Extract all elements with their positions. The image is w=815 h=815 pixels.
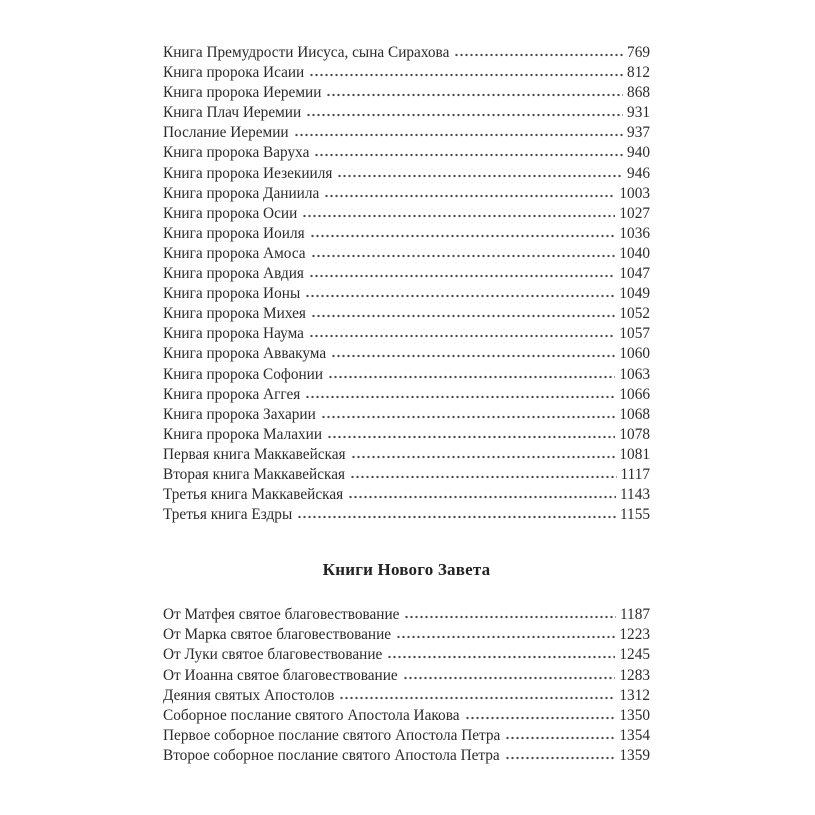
toc-entry-page: 1245 — [619, 646, 650, 664]
dot-leader — [328, 375, 615, 379]
toc-entry-list — [163, 605, 650, 766]
toc-entry-page: 812 — [627, 64, 650, 82]
toc-entry-page: 1117 — [620, 465, 650, 483]
dot-leader — [309, 274, 615, 278]
dot-leader — [306, 113, 623, 117]
toc-entry-title: Третья книга Ездры — [163, 506, 293, 524]
toc-entry-page: 1068 — [619, 405, 650, 423]
toc-entry-list — [163, 43, 650, 525]
dot-leader — [321, 415, 616, 419]
toc-entry — [163, 746, 650, 766]
toc-entry — [163, 224, 650, 244]
toc-entry — [163, 63, 650, 83]
toc-entry-title: Книга пророка Ионы — [163, 285, 301, 303]
toc-entry-page: 769 — [627, 44, 650, 61]
toc-entry-title: Книга Премудрости Иисуса, сына Сирахова — [163, 44, 450, 61]
toc-entry — [163, 83, 650, 103]
toc-entry-title: Книга пророка Иоиля — [163, 224, 305, 242]
dot-leader — [339, 696, 615, 700]
toc-entry-page: 1081 — [619, 445, 650, 463]
toc-entry-title: От Луки святое благовествование — [163, 646, 383, 664]
dot-leader — [505, 736, 615, 740]
toc-entry-page: 1283 — [619, 666, 650, 684]
toc-entry-title: Книга пророка Варуха — [163, 144, 310, 162]
dot-leader — [309, 73, 623, 77]
toc-entry-page: 1003 — [619, 184, 650, 202]
toc-entry-page: 1187 — [619, 606, 650, 624]
toc-entry-title: Книга пророка Исаии — [163, 64, 305, 82]
toc-entry-title: Послание Иеремии — [163, 124, 289, 142]
toc-entry-page: 868 — [627, 84, 650, 102]
toc-entry-title: Книга пророка Аггея — [163, 385, 301, 403]
toc-entry — [163, 324, 650, 344]
toc-entry — [163, 505, 650, 525]
toc-entry — [163, 204, 650, 224]
toc-entry-title: Второе соборное послание святого Апостола Петра — [163, 746, 500, 764]
dot-leader — [454, 53, 623, 57]
toc-entry — [163, 686, 650, 706]
toc-entry — [163, 264, 650, 284]
toc-entry-page: 1143 — [619, 486, 650, 504]
toc-entry-title: Книга пророка Иезекииля — [163, 164, 333, 182]
toc-entry-page: 1060 — [619, 345, 650, 363]
toc-section — [163, 559, 650, 766]
toc-entry-title: Книга пророка Осии — [163, 204, 298, 222]
toc-entry — [163, 666, 650, 686]
toc-entry-page: 1036 — [619, 224, 650, 242]
dot-leader — [351, 455, 616, 459]
dot-leader — [305, 395, 615, 399]
toc-entry — [163, 43, 650, 63]
toc-entry — [163, 465, 650, 485]
toc-entry-title: Книга Плач Иеремии — [163, 104, 302, 122]
toc-entry — [163, 425, 650, 445]
toc-entry-title: От Марка святое благовествование — [163, 626, 392, 644]
toc-entry-page: 1052 — [619, 305, 650, 323]
toc-entry — [163, 143, 650, 163]
dot-leader — [302, 214, 615, 218]
dot-leader — [324, 194, 615, 198]
toc-entry-page: 946 — [627, 164, 650, 182]
toc-entry — [163, 103, 650, 123]
toc-entry-title: Первое соборное послание святого Апостола Петра — [163, 726, 501, 744]
dot-leader — [387, 655, 615, 659]
toc-entry-page: 1063 — [619, 365, 650, 383]
dot-leader — [403, 676, 616, 680]
toc-entry-title: От Иоанна святое благовествование — [163, 666, 398, 684]
toc-entry — [163, 244, 650, 264]
toc-entry-page: 1047 — [619, 265, 650, 283]
toc-entry — [163, 365, 650, 385]
toc-entry-page: 1078 — [619, 425, 650, 443]
dot-leader — [505, 756, 616, 760]
dot-leader — [294, 133, 623, 137]
toc-entry-page: 1359 — [619, 746, 650, 764]
dot-leader — [350, 475, 616, 479]
dot-leader — [311, 254, 616, 258]
toc-entry-page: 1350 — [619, 706, 650, 724]
toc-entry-title: Первая книга Маккавейская — [163, 445, 346, 463]
toc-entry-title: Книга пророка Даниила — [163, 184, 320, 202]
toc-entry-page: 1155 — [619, 506, 650, 524]
toc-entry-title: Книга пророка Наума — [163, 325, 304, 343]
toc-entry — [163, 304, 650, 324]
dot-leader — [310, 234, 616, 238]
toc-entry — [163, 645, 650, 665]
dot-leader — [314, 153, 623, 157]
toc-entry-title: Деяния святых Апостолов — [163, 686, 335, 704]
toc-entry — [163, 726, 650, 746]
toc-entry-title: Книга пророка Иеремии — [163, 84, 322, 102]
toc-entry — [163, 706, 650, 726]
toc-entry-title: Книга пророка Малахии — [163, 425, 323, 443]
dot-leader — [337, 174, 623, 178]
dot-leader — [331, 354, 615, 358]
toc-entry-title: Книга пророка Аввакума — [163, 345, 327, 363]
toc-entry-page: 1354 — [619, 726, 650, 744]
toc-entry-title: Книга пророка Захарии — [163, 405, 316, 423]
toc-entry-title: Соборное послание святого Апостола Иакова — [163, 706, 460, 724]
toc-entry — [163, 184, 650, 204]
toc-entry-page: 1027 — [619, 204, 650, 222]
dot-leader — [465, 716, 616, 720]
toc-entry — [163, 344, 650, 364]
toc-entry — [163, 385, 650, 405]
toc-entry — [163, 405, 650, 425]
toc-entry-page: 1049 — [619, 285, 650, 303]
toc-entry-page: 937 — [627, 124, 650, 142]
toc-entry-title: От Матфея святое благовествование — [163, 606, 400, 624]
toc-entry-title: Книга пророка Амоса — [163, 244, 306, 262]
toc-entry — [163, 445, 650, 465]
toc-entry — [163, 284, 650, 304]
toc-entry-page: 1040 — [619, 244, 650, 262]
toc-entry-page: 931 — [627, 104, 650, 122]
dot-leader — [305, 294, 615, 298]
toc-entry — [163, 625, 650, 645]
toc-section — [163, 43, 650, 525]
dot-leader — [311, 314, 615, 318]
toc-entry — [163, 605, 650, 625]
dot-leader — [404, 615, 616, 619]
dot-leader — [348, 495, 616, 499]
toc-entry-page: 1057 — [619, 325, 650, 343]
toc-sections-container — [163, 43, 650, 766]
toc-entry-page: 1312 — [619, 686, 650, 704]
toc-entry-page: 1223 — [619, 626, 650, 644]
dot-leader — [297, 515, 616, 519]
dot-leader — [396, 635, 615, 639]
toc-entry — [163, 485, 650, 505]
toc-entry-title: Вторая книга Маккавейская — [163, 465, 346, 483]
toc-entry-page: 940 — [627, 144, 650, 162]
dot-leader — [309, 334, 615, 338]
toc-entry-title: Книга пророка Авдия — [163, 265, 304, 283]
toc-entry-title: Книга пророка Софонии — [163, 365, 324, 383]
dot-leader — [327, 435, 615, 439]
toc-entry — [163, 123, 650, 143]
toc-entry-title: Третья книга Маккавейская — [163, 486, 344, 504]
toc-entry-page: 1066 — [619, 385, 650, 403]
toc-entry — [163, 164, 650, 184]
toc-entry-title: Книга пророка Михея — [163, 305, 306, 323]
dot-leader — [326, 93, 623, 97]
section-heading: Книги Нового Завета — [322, 560, 491, 580]
